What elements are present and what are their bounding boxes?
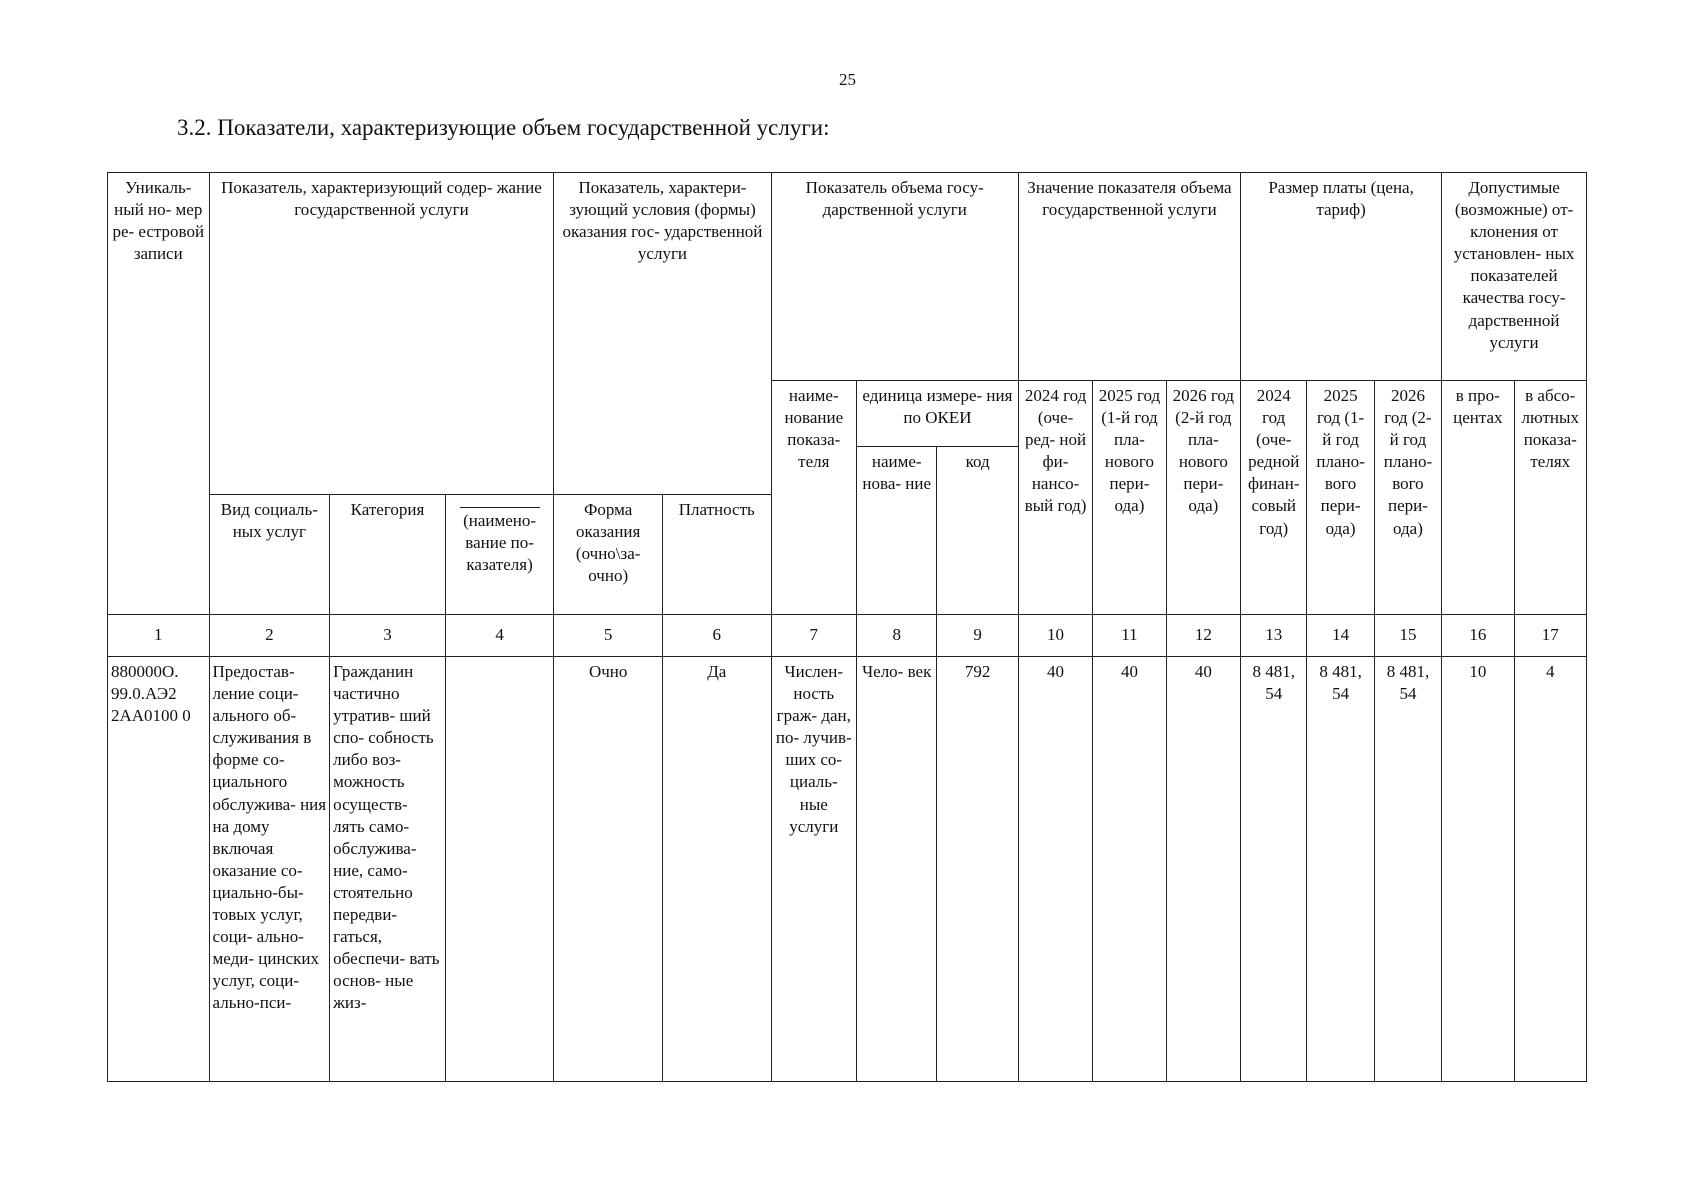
header-fee-2024: 2024 год (оче- редной финан- совый год) [1241,381,1307,615]
cell-unit-code: 792 [937,657,1018,1082]
header-service-type: Вид социаль- ных услуг [209,495,330,615]
cell-fee-2024: 8 481, 54 [1241,657,1307,1082]
column-number: 6 [662,615,771,657]
column-number: 15 [1374,615,1441,657]
header-deviation-absolute: в абсо- лютных показа- телях [1514,381,1587,615]
cell-value-2026: 40 [1166,657,1240,1082]
column-number: 2 [209,615,330,657]
header-deviation-group: Допустимые (возможные) от- клонения от установлен- ных показателей качества госу- дарственной услуги [1442,173,1587,381]
header-form: Форма оказания (очно\за- очно) [554,495,663,615]
header-okei-code: код [937,447,1018,615]
header-fee-2026: 2026 год (2- й год плано- вого пери- ода) [1374,381,1441,615]
cell-value-2025: 40 [1093,657,1166,1082]
cell-form: Очно [554,657,663,1082]
header-unique-number: Уникаль- ный но- мер ре- естровой записи [108,173,210,615]
header-value-2024: 2024 год (оче- ред- ной фи- нансо- вый год) [1018,381,1092,615]
table-row [108,657,1587,1082]
column-number: 4 [445,615,554,657]
column-number: 17 [1514,615,1587,657]
header-paid: Платность [662,495,771,615]
cell-value-2024: 40 [1018,657,1092,1082]
page-number: 25 [839,70,856,89]
blank-indicator-line [460,507,540,508]
cell-service-type: Предостав- ление соци- ального об- служивания в форме со- циального обслужива- ния на дому включая оказание со- циально-бы- товых услуг, соци- ально-меди- цинских услуг, соци- ально-пси- [209,657,330,1082]
cell-indicator [445,657,554,1082]
column-numbers-row [108,615,1587,657]
cell-fee-2025: 8 481, 54 [1307,657,1374,1082]
header-fee-2025: 2025 год (1- й год плано- вого пери- ода) [1307,381,1374,615]
cell-volume-name: Числен- ность граж- дан, по- лучив- ших со- циаль- ные услуги [771,657,856,1082]
column-number: 16 [1442,615,1514,657]
column-number: 10 [1018,615,1092,657]
cell-fee-2026: 8 481, 54 [1374,657,1441,1082]
cell-paid: Да [662,657,771,1082]
header-indicator-blank-label: (наимено- вание по- казателя) [463,511,537,575]
header-value-group: Значение показателя объема государственной услуги [1018,173,1240,381]
section-title: 3.2. Показатели, характеризующие объем государственной услуги: [177,115,830,140]
column-number: 12 [1166,615,1240,657]
header-content-group: Показатель, характеризующий содер- жание государственной услуги [209,173,554,495]
column-number: 5 [554,615,663,657]
header-indicator-blank [445,495,554,615]
header-fee-group: Размер платы (цена, тариф) [1241,173,1442,381]
cell-deviation-absolute: 4 [1514,657,1587,1082]
column-number: 1 [108,615,210,657]
header-category: Категория [330,495,446,615]
column-number: 8 [857,615,937,657]
header-volume-group: Показатель объема госу- дарственной услуги [771,173,1018,381]
header-volume-name: наиме- нование показа- теля [771,381,856,615]
cell-registry-number: 880000О. 99.0.АЭ2 2АА0100 0 [108,657,210,1082]
header-value-2026: 2026 год (2-й год пла- нового пери- ода) [1166,381,1240,615]
cell-deviation-percent: 10 [1442,657,1514,1082]
header-okei-unit: единица измере- ния по ОКЕИ [857,381,1019,447]
header-deviation-percent: в про- центах [1442,381,1514,615]
column-number: 7 [771,615,856,657]
column-number: 14 [1307,615,1374,657]
column-number: 3 [330,615,446,657]
column-number: 9 [937,615,1018,657]
column-number: 11 [1093,615,1166,657]
header-conditions-group: Показатель, характери- зующий условия (формы) оказания гос- ударственной услуги [554,173,771,495]
header-value-2025: 2025 год (1-й год пла- нового пери- ода) [1093,381,1166,615]
header-okei-name: наиме- нова- ние [857,447,937,615]
header-row-groups [108,173,1587,381]
volume-indicators-table [107,172,1587,1082]
column-number: 13 [1241,615,1307,657]
cell-category: Гражданин частично утратив- ший спо- собность либо воз- можность осуществ- лять само- обслужива- ние, само- стоятельно передви- гаться, обеспечи- вать основ- ные жиз- [330,657,446,1082]
cell-unit-name: Чело- век [857,657,937,1082]
